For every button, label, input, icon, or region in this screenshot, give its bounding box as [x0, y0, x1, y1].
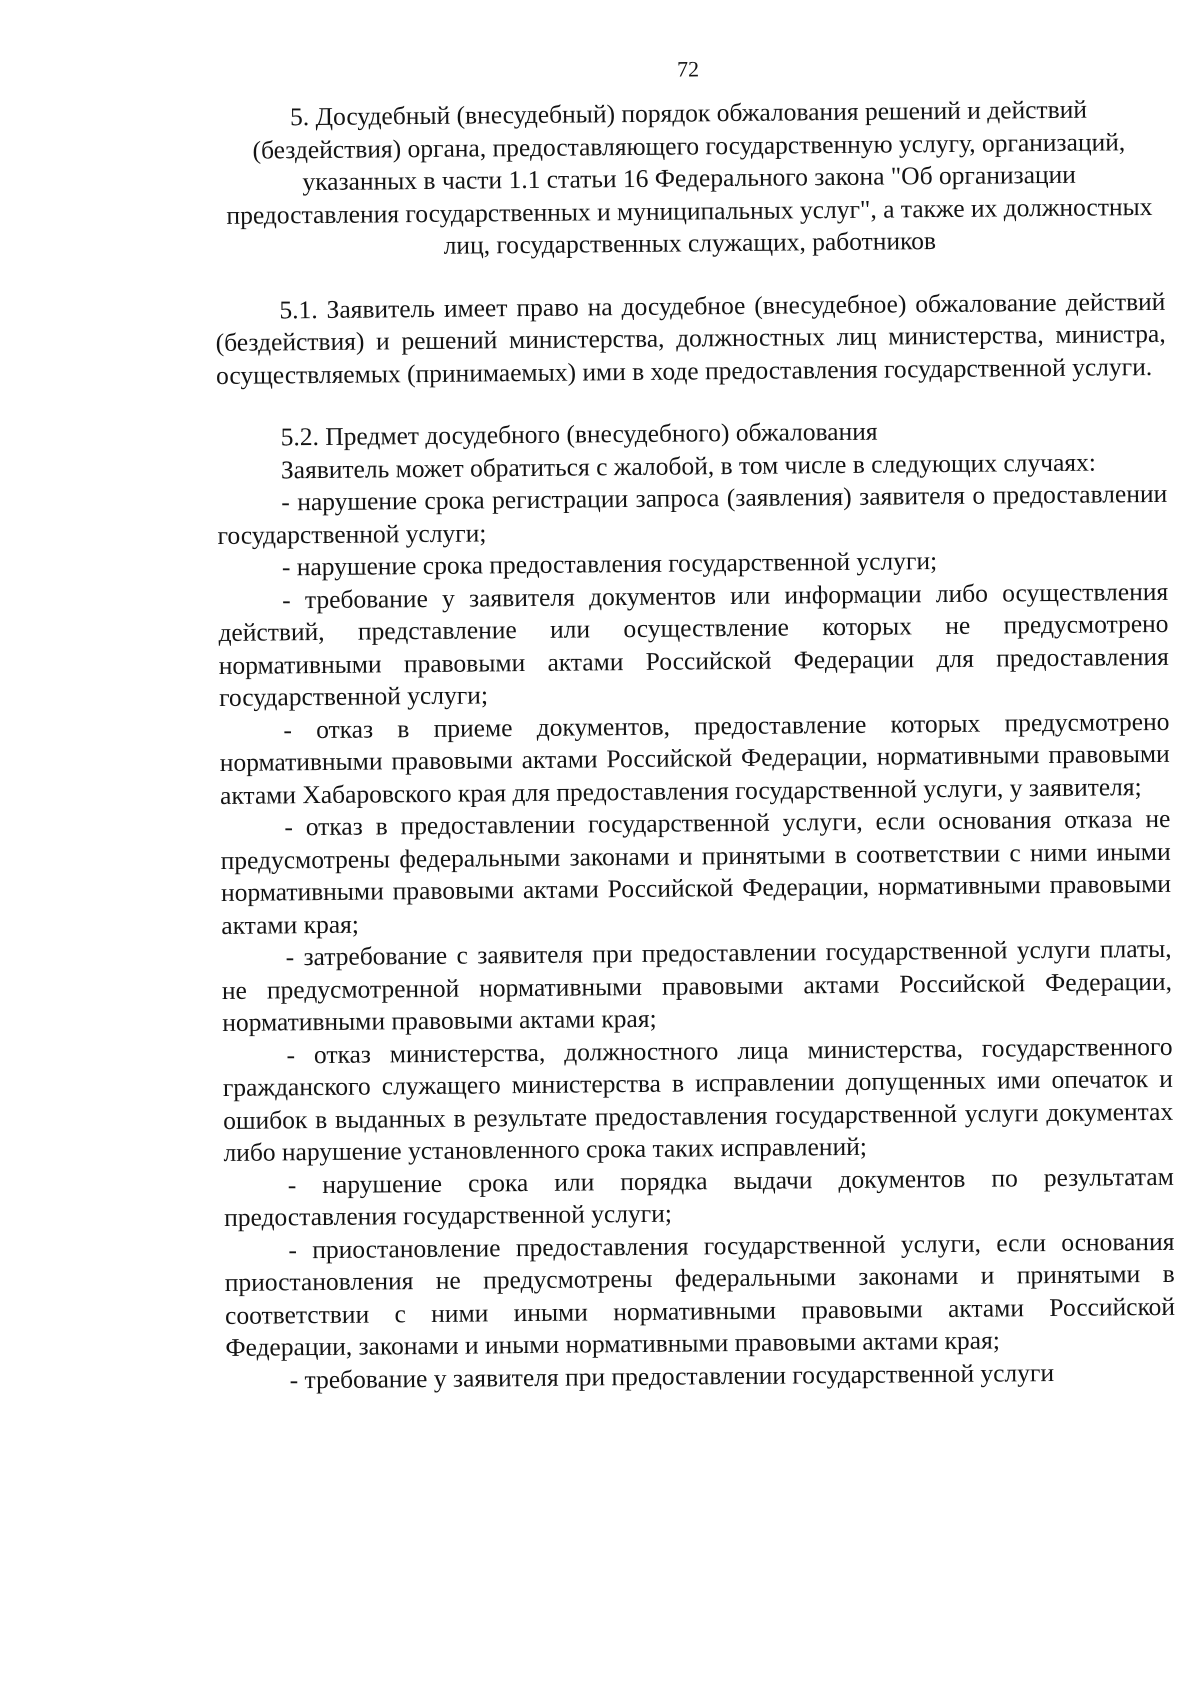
complaint-case-item: - затребование с заявителя при предоставлении государственной услуги платы, не предусмотренной нормативными правовыми актами Российской Федерации, нормативными правовыми актами края; [221, 933, 1173, 1037]
section-heading: 5. Досудебный (внесудебный) порядок обжалования решений и действий (бездействия) органа, предоставляющего государственную услугу, организаций, указанных в части 1.1 статьи 16 Федерального закона "Об организации предоставления государственных и муниципальных услуг", а также их должностных лиц, государственных служащих, работников [226, 94, 1153, 260]
complaint-case-item: - нарушение срока или порядка выдачи документов по результатам предоставления государственной услуги; [223, 1161, 1174, 1232]
complaint-case-item: - требование у заявителя при предоставлении государственной услуги [289, 1357, 1055, 1394]
complaint-case-item: - отказ в предоставлении государственной услуги, если основания отказа не предусмотрены федеральными законами и принятыми в соответствии с ними иными нормативными правовыми актами Российской Федерации, нормативными правовыми актами края; [220, 803, 1172, 940]
complaint-case-item: - приостановление предоставления государственной услуги, если основания приостановления не предусмотрены федеральными законами и принятыми в соответствии с ними иными нормативными правовыми актами Российской Федерации, законами и иными нормативными правовыми актами края; [224, 1226, 1176, 1362]
complaint-case-item: - нарушение срока предоставления государственной услуги; [281, 546, 938, 582]
complaint-case-item: - требование у заявителя документов или информации либо осуществления действий, представление или осуществление которых не предусмотрено нормативными правовыми актами Российской Федерации для предоставления государственной услуги; [218, 576, 1169, 712]
complaint-case-item: - отказ министерства, должностного лица министерства, государственного гражданского служащего министерства в исправлении допущенных ими опечаток и ошибок в выданных в результате предоставления государственной услуги документах либо нарушение установленного срока таких исправлений; [222, 1031, 1174, 1167]
page-number: 72 [676, 56, 700, 82]
scanned-sheet [213, 51, 1176, 1397]
clause-5-2-intro: Заявитель может обратиться с жалобой, в том числе в следующих случаях: [280, 447, 1097, 484]
clause-5-2-title: 5.2. Предмет досудебного (внесудебного) обжалования [280, 416, 878, 452]
complaint-case-item: - нарушение срока регистрации запроса (заявления) заявителя о предоставлении государственной услуги; [217, 478, 1168, 550]
complaint-case-item: - отказ в приеме документов, предоставление которых предусмотрено нормативными правовыми актами Российской Федерации, нормативными правовыми актами Хабаровского края для предоставления государственной услуги, у заявителя; [219, 706, 1170, 810]
complaint-cases-list [217, 478, 1176, 1397]
clause-5-1: 5.1. Заявитель имеет право на досудебное (внесудебное) обжалование действий (бездействия) и решений министерства, должностных лиц министерства, министра, осуществляемых (принимаемых) ими в ходе предоставления государственной услуги. [215, 286, 1166, 390]
